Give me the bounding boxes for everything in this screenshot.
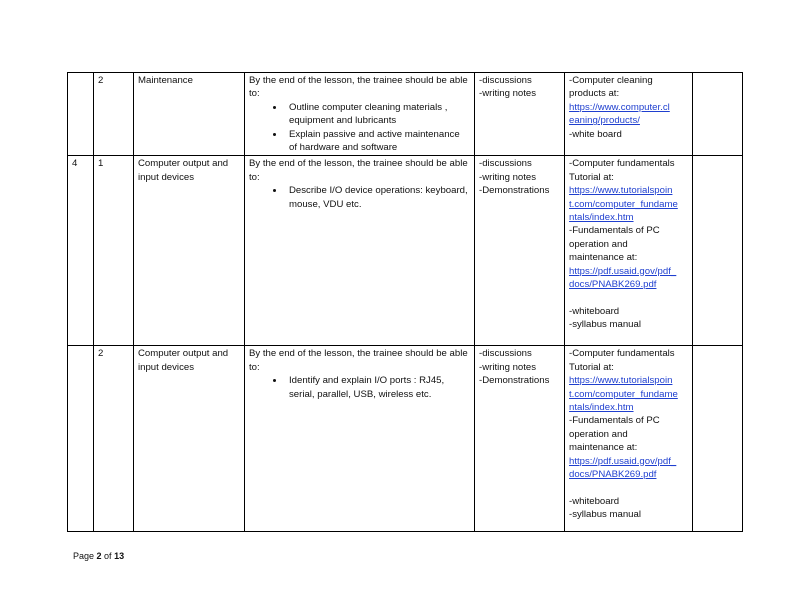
session-cell: 2 [94, 346, 134, 532]
objectives-cell [245, 73, 475, 156]
resource-text: products at: [569, 88, 620, 100]
resource-link[interactable]: https://www.computer.cl [569, 101, 670, 113]
objectives-cell [245, 346, 475, 532]
resource-text: maintenance at: [569, 252, 638, 264]
resource-text: maintenance at: [569, 442, 638, 454]
resource-text: operation and [569, 238, 628, 250]
resource-link[interactable]: ntals/index.htm [569, 402, 634, 414]
table-row [68, 73, 743, 156]
objective-item: • Identify and explain I/O ports : RJ45, serial, parallel, USB, wireless etc. [285, 374, 470, 401]
activities-cell [475, 156, 565, 346]
remarks-cell [693, 156, 743, 346]
resource-text: -Fundamentals of PC [569, 415, 660, 427]
topic-cell: Computer output and input devices [134, 346, 245, 532]
resource-link[interactable]: docs/PNABK269.pdf [569, 469, 657, 481]
resource-link[interactable]: https://www.tutorialspoin [569, 185, 673, 197]
resource-link[interactable]: t.com/computer_fundame [569, 388, 678, 400]
week-cell: 4 [68, 156, 94, 346]
resource-text: operation and [569, 428, 628, 440]
resource-text: Tutorial at: [569, 361, 614, 373]
resource-text: -white board [569, 128, 622, 140]
resource-link[interactable]: eaning/products/ [569, 115, 640, 127]
resources-cell [565, 346, 693, 532]
resource-link[interactable]: docs/PNABK269.pdf [569, 279, 657, 291]
resource-link[interactable]: ntals/index.htm [569, 212, 634, 224]
activities-cell [475, 346, 565, 532]
resource-text: Tutorial at: [569, 171, 614, 183]
resources-cell [565, 73, 693, 156]
resource-link[interactable]: https://pdf.usaid.gov/pdf_ [569, 455, 677, 467]
activity-item: -writing notes [479, 88, 537, 100]
page-footer [73, 551, 124, 561]
resource-text: -syllabus manual [569, 509, 641, 521]
remarks-cell [693, 73, 743, 156]
resource-link[interactable]: https://pdf.usaid.gov/pdf_ [569, 265, 677, 277]
footer-of: of [101, 551, 115, 561]
resource-text: -whiteboard [569, 305, 620, 317]
resource-link[interactable]: t.com/computer_fundame [569, 198, 678, 210]
activity-item: -discussions [479, 348, 532, 360]
objectives-intro: By the end of the lesson, the trainee should be able to: [249, 158, 468, 183]
topic-cell: Maintenance [134, 73, 245, 156]
resource-text: -whiteboard [569, 495, 620, 507]
footer-label: Page [73, 551, 97, 561]
objectives-intro: By the end of the lesson, the trainee should be able to: [249, 348, 468, 373]
resource-text: -Fundamentals of PC [569, 225, 660, 237]
objectives-intro: By the end of the lesson, the trainee should be able to: [249, 75, 468, 100]
total-pages: 13 [114, 551, 125, 561]
current-page: 2 [96, 551, 102, 561]
activity-item: -discussions [479, 158, 532, 170]
table-row [68, 346, 743, 532]
objective-item: • Explain passive and active maintenance of hardware and software [285, 128, 470, 155]
topic-cell: Computer output and input devices [134, 156, 245, 346]
resource-text: -syllabus manual [569, 319, 641, 331]
resource-text: -Computer fundamentals [569, 348, 675, 360]
resource-text: -Computer fundamentals [569, 158, 675, 170]
objective-item: • Outline computer cleaning materials , equipment and lubricants [285, 101, 470, 128]
week-cell [68, 73, 94, 156]
objectives-cell [245, 156, 475, 346]
session-cell: 1 [94, 156, 134, 346]
resource-text: -Computer cleaning [569, 75, 653, 86]
activity-item: -discussions [479, 75, 532, 86]
activity-item: -Demonstrations [479, 185, 550, 197]
activity-item: -writing notes [479, 171, 537, 183]
resources-cell [565, 156, 693, 346]
table-row [68, 156, 743, 346]
remarks-cell [693, 346, 743, 532]
activity-item: -Demonstrations [479, 375, 550, 387]
activities-cell [475, 73, 565, 156]
resource-link[interactable]: https://www.tutorialspoin [569, 375, 673, 387]
session-cell: 2 [94, 73, 134, 156]
lesson-plan-table [67, 72, 743, 532]
objective-item: • Describe I/O device operations: keyboard, mouse, VDU etc. [285, 184, 470, 211]
week-cell [68, 346, 94, 532]
activity-item: -writing notes [479, 361, 537, 373]
